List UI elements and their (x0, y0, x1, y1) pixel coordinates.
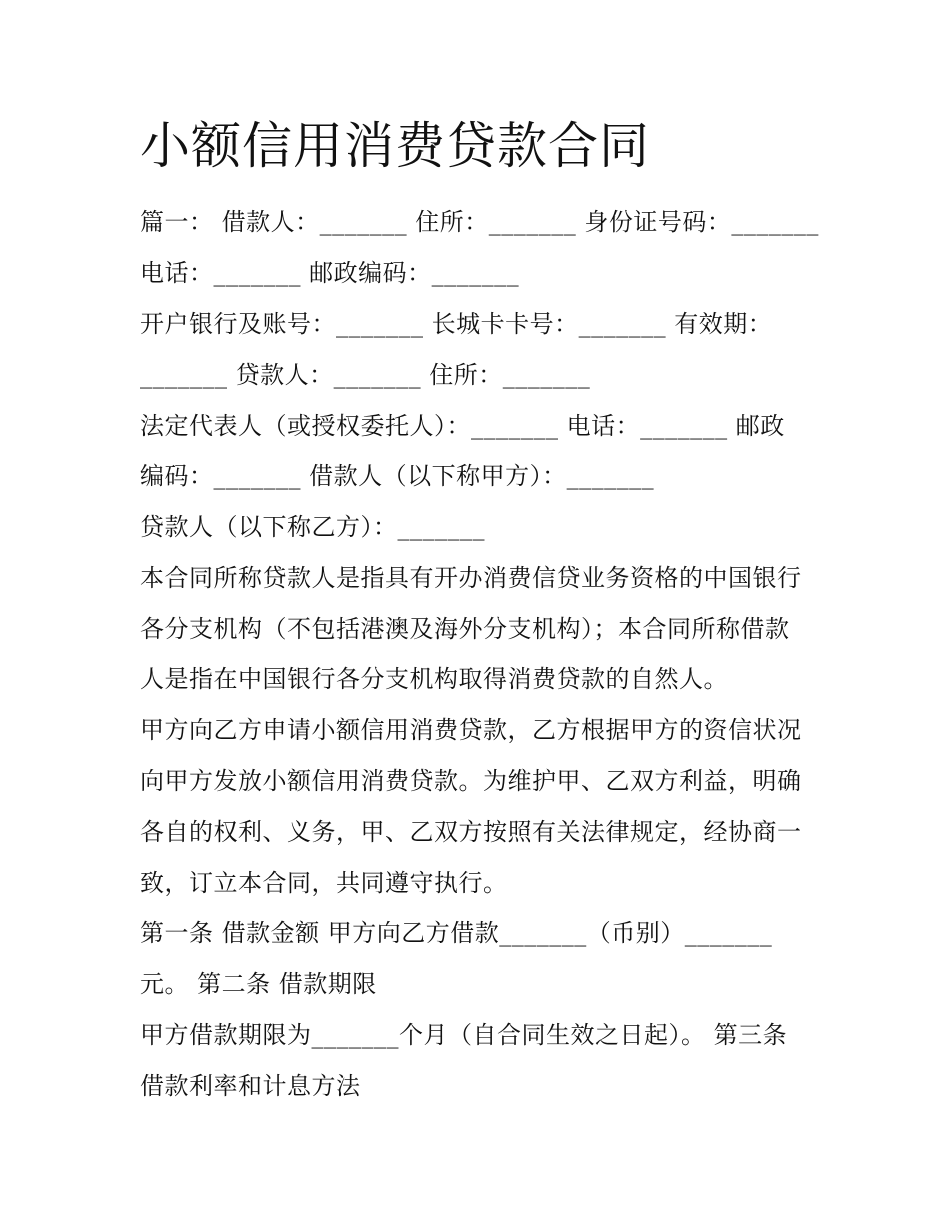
text-line: 开户银行及账号：_______ 长城卡卡号：_______ 有效期： (140, 310, 773, 338)
text-line: 电话：_______ 邮政编码：_______ (140, 259, 520, 287)
text-line: 编码：_______ 借款人（以下称甲方）：_______ (140, 462, 655, 490)
text-line: 甲方向乙方申请小额信用消费贷款，乙方根据甲方的资信状况 (140, 716, 802, 744)
text-line: 元。 第二条 借款期限 (140, 970, 377, 998)
text-line: 人是指在中国银行各分支机构取得消费贷款的自然人。 (140, 665, 728, 693)
text-line: 法定代表人（或授权委托人）：_______ 电话：_______ 邮政 (140, 412, 785, 440)
text-line: _______ 贷款人：_______ 住所：_______ (140, 361, 591, 389)
text-line: 致，订立本合同，共同遵守执行。 (140, 869, 508, 897)
text-line: 甲方借款期限为_______个月（自合同生效之日起）。 第三条 (140, 1021, 788, 1049)
text-line: 借款利率和计息方法 (140, 1072, 361, 1100)
text-line: 各自的权利、义务，甲、乙双方按照有关法律规定，经协商一 (140, 818, 802, 846)
text-line: 各分支机构（不包括港澳及海外分支机构）；本合同所称借款 (140, 615, 790, 643)
text-line: 本合同所称贷款人是指具有开办消费信贷业务资格的中国银行 (140, 564, 802, 592)
text-line: 第一条 借款金额 甲方向乙方借款_______（币别）_______ (140, 919, 773, 947)
text-line: 篇一： 借款人：_______ 住所：_______ 身份证号码：_______ (140, 208, 819, 236)
document-title: 小额信用消费贷款合同 (140, 117, 650, 175)
text-line: 贷款人（以下称乙方）：_______ (140, 513, 485, 541)
text-line: 向甲方发放小额信用消费贷款。为维护甲、乙双方利益，明确 (140, 767, 802, 795)
